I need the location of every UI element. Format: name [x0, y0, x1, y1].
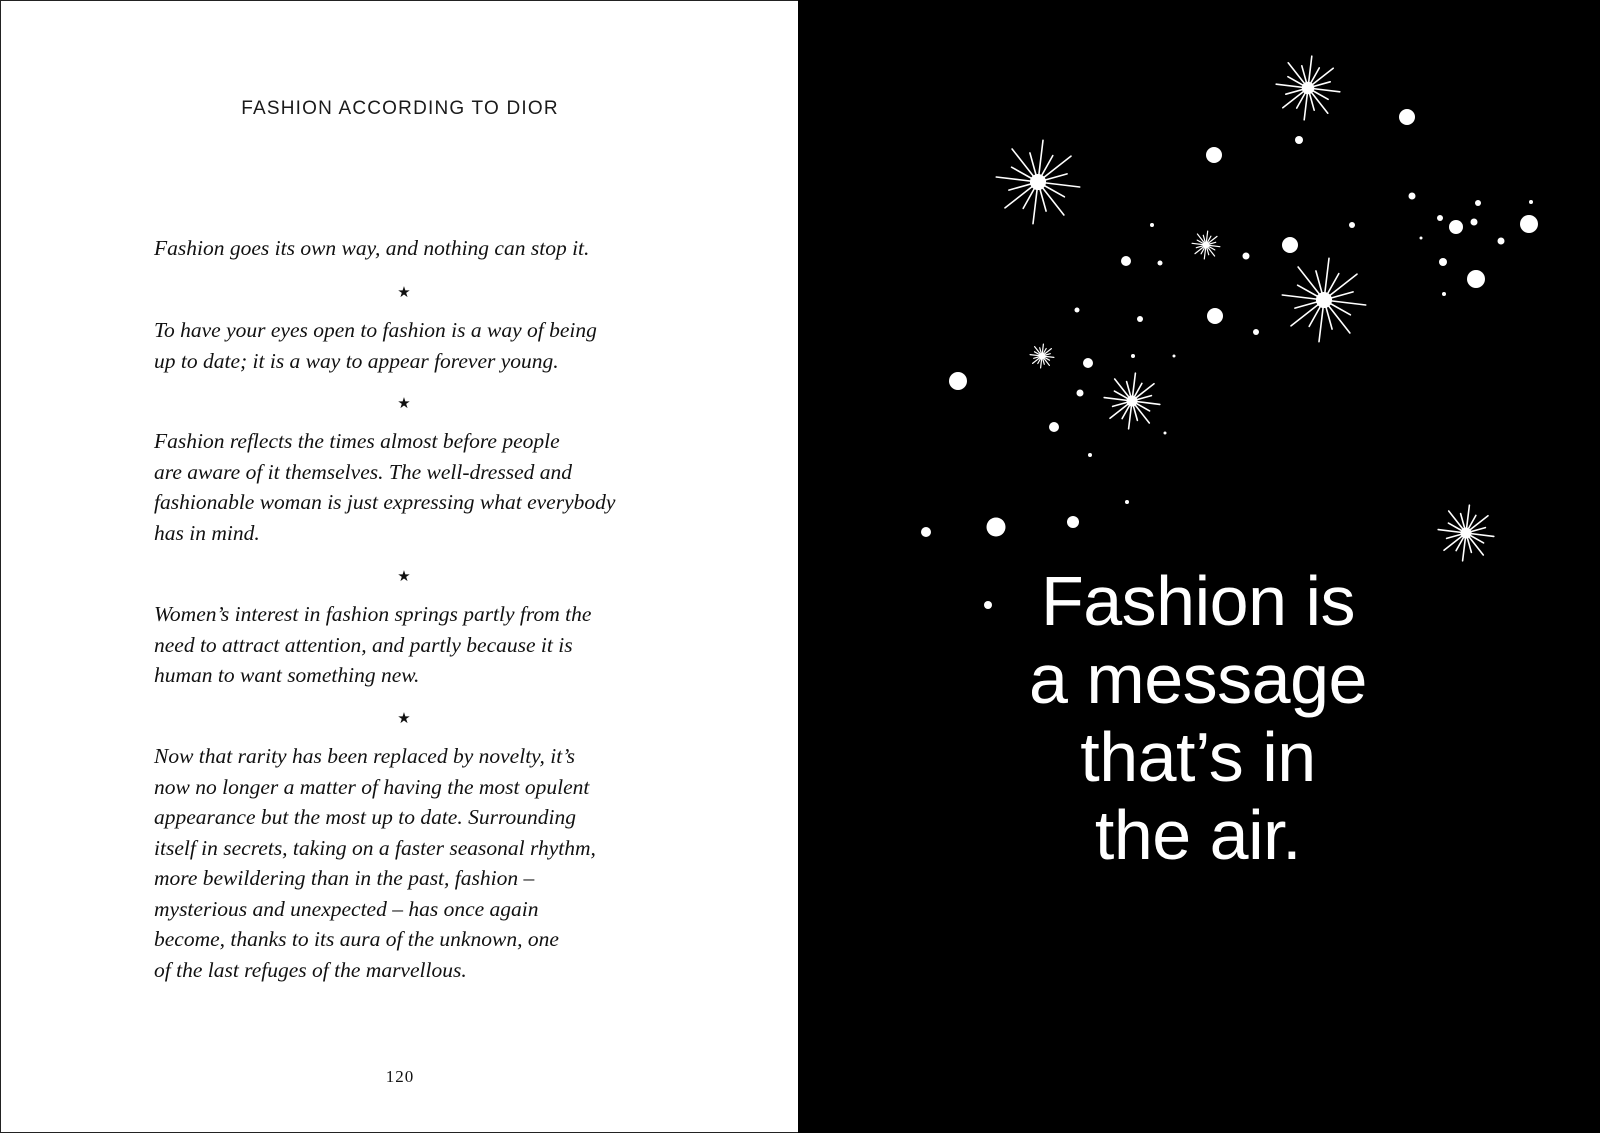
star-separator: ★	[397, 394, 411, 412]
running-head: FASHION ACCORDING TO DIOR	[241, 98, 559, 119]
quote-3: Fashion reflects the times almost before people are aware of it themselves. The well-dressed and fashionable woman is just expressing what everybody has in mind.	[154, 429, 616, 545]
star-separator: ★	[397, 567, 411, 585]
page-number: 120	[385, 1067, 415, 1086]
quote-4: Women’s interest in fashion springs partly from the need to attract attention, and partly because it is human to want something new.	[154, 602, 592, 687]
motto-heading: Fashion is a message that’s in the air.	[1029, 562, 1367, 874]
right-page	[798, 0, 1600, 1133]
quote-5: Now that rarity has been replaced by novelty, it’s now no longer a matter of having the most opulent appearance but the most up to date. Surrounding itself in secrets, taking on a faster seasonal rhythm, more bewildering than in the past, fashion – mysterious and unexpected – has once again become, thanks to its aura of the unknown, one of the last refuges of the marvellous.	[154, 744, 596, 982]
quote-2: To have your eyes open to fashion is a way of being up to date; it is a way to appear forever young.	[154, 318, 597, 373]
star-separator: ★	[397, 709, 411, 727]
star-separator: ★	[397, 283, 411, 301]
quote-1: Fashion goes its own way, and nothing can stop it.	[154, 236, 590, 260]
left-page	[0, 0, 798, 1133]
